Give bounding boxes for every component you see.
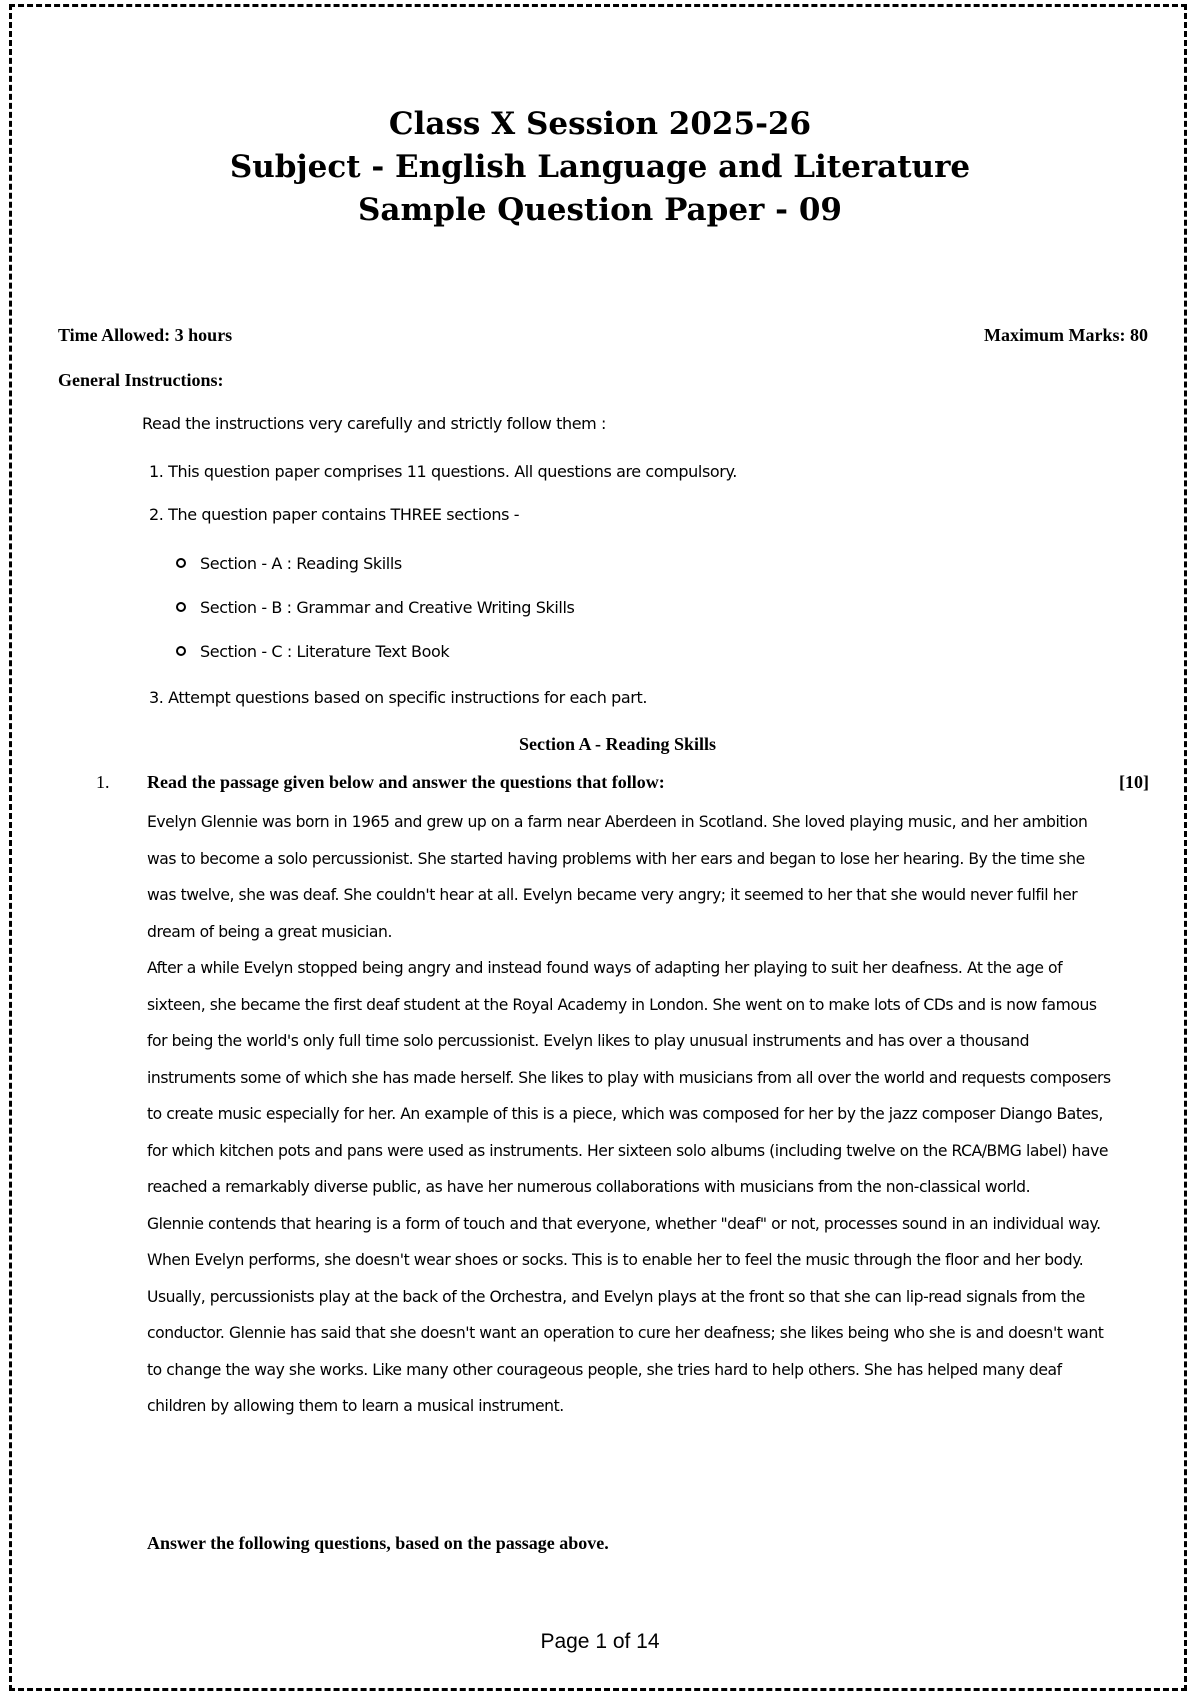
question-number: 1. [96,772,110,792]
passage-paragraph: After a while Evelyn stopped being angry and instead found ways of adapting her playing to suit her deafness. At the age of sixteen, she became the first deaf student at the Royal Academy in London. She went on to make lots of CDs and is now famous for being the world's only full time solo percussionist. Evelyn likes to play unusual instruments and has over a thousand instruments some of which she has made herself. She likes to play with musicians from all over the world and requests composers to create music especially for her. An example of this is a piece, which was composed for her by the jazz composer Diango Bates, for which kitchen pots and pans were used as instruments. Her sixteen solo albums (including twelve on the RCA/BMG label) have reached a remarkably diverse public, as have her numerous collaborations with musicians from the non-classical world. [147,959,1111,1196]
bullet-icon [176,602,186,612]
section-list-item [176,642,449,661]
bullet-icon [176,558,186,568]
section-list-item [176,598,574,617]
section-list-label: Section - C : Literature Text Book [200,642,450,661]
section-list-item [176,554,402,573]
paper-title [0,103,1200,232]
instruction-item: 2. The question paper contains THREE sections - [149,505,520,524]
section-list-label: Section - B : Grammar and Creative Writing Skills [200,598,575,617]
answer-prompt: Answer the following questions, based on the passage above. [147,1533,609,1553]
title-paper-number: Sample Question Paper - 09 [358,192,842,228]
title-subject: Subject - English Language and Literature [229,149,971,185]
question-marks: [10] [1119,772,1149,792]
passage-paragraph: Evelyn Glennie was born in 1965 and grew up on a farm near Aberdeen in Scotland. She loved playing music, and her ambition was to become a solo percussionist. She started having problems with her ears and began to lose her hearing. By the time she was twelve, she was deaf. She couldn't hear at all. Evelyn became very angry; it seemed to her that she would never fulfil her dream of being a great musician. [147,813,1088,941]
time-allowed: Time Allowed: 3 hours [58,325,233,345]
general-instructions-heading: General Instructions: [58,370,224,390]
section-list-label: Section - A : Reading Skills [200,554,402,573]
instruction-item: 1. This question paper comprises 11 questions. All questions are compulsory. [149,462,737,481]
section-a-heading: Section A - Reading Skills [518,734,717,754]
title-class-session: Class X Session 2025-26 [388,106,812,142]
instructions-intro: Read the instructions very carefully and strictly follow them : [142,414,607,433]
page-number: Page 1 of 14 [540,1630,660,1653]
question-text: Read the passage given below and answer the questions that follow: [147,772,665,792]
reading-passage [147,804,1112,1425]
bullet-icon [176,646,186,656]
maximum-marks: Maximum Marks: 80 [984,325,1148,345]
passage-paragraph: Glennie contends that hearing is a form of touch and that everyone, whether "deaf" or not, processes sound in an individual way. When Evelyn performs, she doesn't wear shoes or socks. This is to enable her to feel the music through the floor and her body. Usually, percussionists play at the back of the Orchestra, and Evelyn plays at the front so that she can lip-read signals from the conductor. Glennie has said that she doesn't want an operation to cure her deafness; she likes being who she is and doesn't want to change the way she works. Like many other courageous people, she tries hard to help others. She has helped many deaf children by allowing them to learn a musical instrument. [147,1214,1104,1415]
instruction-item: 3. Attempt questions based on specific instructions for each part. [149,688,648,707]
